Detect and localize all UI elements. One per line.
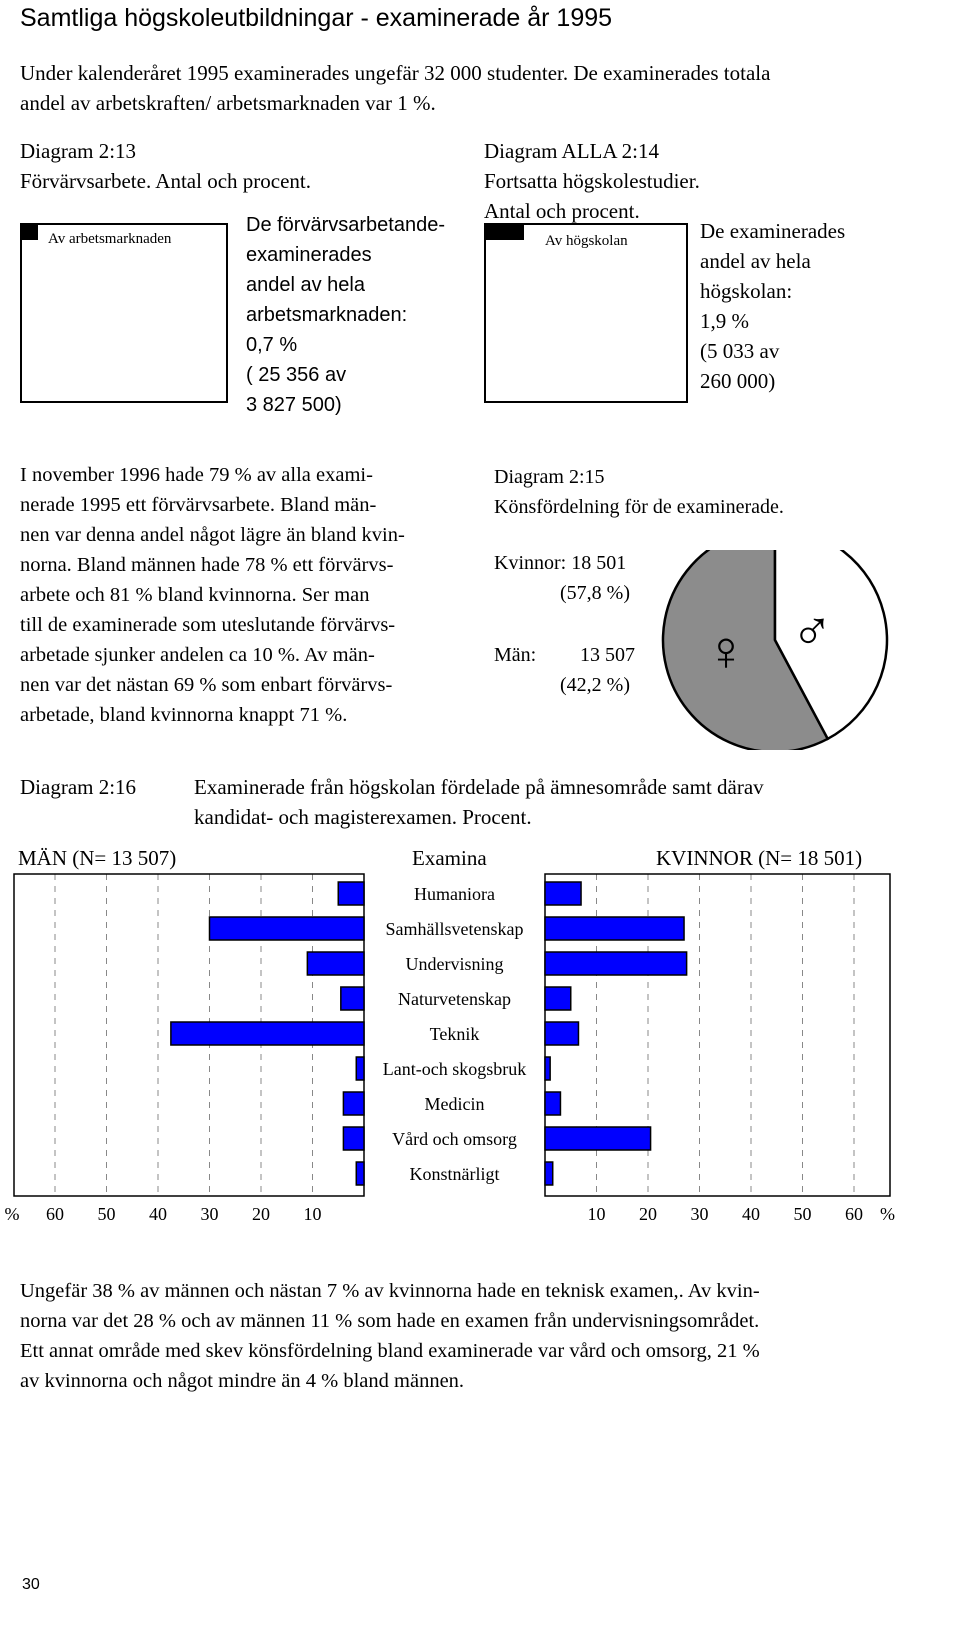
intro-paragraph [20, 58, 950, 118]
side-text-line: 0,7 % [246, 334, 298, 356]
intro-line: andel av arbetskraften/ arbetsmarknaden var 1 %. [20, 91, 436, 115]
side-text-line: (5 033 av [700, 339, 780, 363]
side-text-line: ( 25 356 av [246, 364, 347, 386]
side-text-line: De examinerades [700, 219, 846, 243]
side-text-line: arbetsmarknaden: [246, 304, 408, 326]
summary-paragraph [20, 1276, 950, 1396]
x-tick-label: % [4, 1204, 20, 1224]
diagram-2-16-heading: Diagram 2:16 [20, 775, 137, 799]
x-tick-label: 40 [742, 1204, 760, 1224]
men-bar [356, 1162, 364, 1185]
diagram-2-13-legend-swatch [20, 223, 38, 240]
paragraph-line: arbetade sjunker andelen ca 10 %. Av män- [20, 644, 375, 666]
diagram-2-13-heading: Diagram 2:13 [20, 139, 137, 163]
category-label: Konstnärligt [409, 1164, 500, 1184]
men-bar [338, 882, 364, 905]
category-label: Vård och omsorg [392, 1129, 517, 1149]
men-bar [171, 1022, 364, 1045]
diagram-2-13-subheading: Förvärvsarbete. Antal och procent. [20, 169, 311, 193]
paragraph-line: nerade 1995 ett förvärvsarbete. Bland män- [20, 494, 377, 516]
women-bar [545, 1162, 553, 1185]
examina-header: Examina [412, 846, 487, 870]
women-bar [545, 917, 684, 940]
paragraph-line: Ungefär 38 % av männen och nästan 7 % av kvinnorna hade en teknisk examen,. Av kvin- [20, 1280, 760, 1302]
x-tick-label: 30 [690, 1204, 709, 1224]
side-text-line: andel av hela [246, 274, 365, 296]
side-text-line: 3 827 500) [246, 394, 342, 416]
diagram-2-15-heading: Diagram 2:15 [494, 466, 605, 488]
diagram-2-13-side-text [246, 210, 445, 420]
diagram-2-14-subheading: Fortsatta högskolestudier. [484, 169, 700, 193]
diagram-2-16-caption-line2: kandidat- och magisterexamen. Procent. [194, 805, 532, 829]
category-label: Lant-och skogsbruk [382, 1059, 527, 1079]
paragraph-line: nen var denna andel något lägre än bland kvin- [20, 524, 405, 546]
x-tick-label: 60 [845, 1204, 863, 1224]
category-label: Samhällsvetenskap [385, 919, 524, 939]
women-bar [545, 1127, 651, 1150]
subject-butterfly-chart [0, 868, 960, 1238]
diagram-2-14-heading: Diagram ALLA 2:14 [484, 139, 659, 163]
men-bar [307, 952, 364, 975]
women-bar [545, 1057, 550, 1080]
diagram-2-14-legend-label: Av högskolan [545, 233, 628, 249]
women-bar [545, 987, 571, 1010]
side-text-line: 260 000) [700, 369, 776, 393]
category-label: Medicin [424, 1094, 485, 1114]
page-number: 30 [22, 1576, 40, 1593]
category-label: Teknik [429, 1024, 480, 1044]
intro-line: Under kalenderåret 1995 examinerades ungefär 32 000 studenter. De examinerades totala [20, 61, 771, 85]
category-label: Undervisning [405, 954, 504, 974]
men-bar [356, 1057, 364, 1080]
women-bar [545, 1092, 560, 1115]
men-bar [210, 917, 365, 940]
women-percent: (57,8 %) [560, 582, 630, 604]
paragraph-line: till de examinerade som uteslutande förvärvs- [20, 614, 396, 636]
category-label: Humaniora [414, 884, 495, 904]
women-header: KVINNOR (N= 18 501) [656, 846, 863, 870]
x-tick-label: % [879, 1204, 895, 1224]
men-label: Män: [494, 644, 537, 666]
men-bar [341, 987, 364, 1010]
side-text-line: andel av hela [700, 249, 811, 273]
women-label: Kvinnor: 18 501 [494, 552, 627, 574]
paragraph-line: nen var det nästan 69 % som enbart förvärvs- [20, 674, 393, 696]
page-title: Samtliga högskoleutbildningar - examinerade år 1995 [20, 4, 613, 32]
men-bar [343, 1092, 364, 1115]
diagram-2-13-box [20, 223, 228, 403]
x-tick-label: 50 [793, 1204, 812, 1224]
paragraph-line: arbete och 81 % bland kvinnorna. Ser man [20, 584, 370, 606]
gender-pie-chart [660, 550, 890, 750]
side-text-line: 1,9 % [700, 309, 749, 333]
men-bar [343, 1127, 364, 1150]
women-bar [545, 882, 581, 905]
x-tick-label: 20 [252, 1204, 270, 1224]
side-text-line: examinerades [246, 244, 372, 266]
diagram-2-14-legend-swatch [484, 223, 524, 240]
female-symbol-icon: ♀ [705, 621, 747, 683]
diagram-2-14-subheading2: Antal och procent. [484, 199, 640, 223]
paragraph-line: I november 1996 hade 79 % av alla exami- [20, 464, 373, 486]
diagram-2-13-legend-label: Av arbetsmarknaden [48, 231, 172, 247]
men-percent: (42,2 %) [560, 674, 630, 696]
diagram-2-15-subheading: Könsfördelning för de examinerade. [494, 496, 784, 518]
x-tick-label: 40 [149, 1204, 167, 1224]
men-value: 13 507 [580, 644, 635, 666]
x-tick-label: 50 [97, 1204, 116, 1224]
x-tick-label: 30 [200, 1204, 219, 1224]
category-label: Naturvetenskap [398, 989, 511, 1009]
diagram-2-16-caption-line1: Examinerade från högskolan fördelade på ämnesområde samt därav [194, 775, 764, 799]
paragraph-line: av kvinnorna och något mindre än 4 % bland männen. [20, 1370, 465, 1392]
paragraph-line: norna var det 28 % och av männen 11 % som hade en examen från undervisningsområdet. [20, 1310, 760, 1332]
paragraph-line: arbetade, bland kvinnorna knappt 71 %. [20, 704, 348, 726]
women-bar [545, 952, 687, 975]
side-text-line: högskolan: [700, 279, 793, 303]
women-bar [545, 1022, 578, 1045]
diagram-2-14-box [484, 223, 688, 403]
x-tick-label: 60 [46, 1204, 64, 1224]
x-tick-label: 10 [303, 1204, 322, 1224]
men-header: MÄN (N= 13 507) [18, 846, 177, 870]
side-text-line: De förvärvsarbetande- [246, 214, 445, 236]
x-tick-label: 10 [587, 1204, 606, 1224]
employment-paragraph [20, 460, 480, 730]
paragraph-line: Ett annat område med skev könsfördelning bland examinerade var vård och omsorg, 21 % [20, 1340, 760, 1362]
male-symbol-icon: ♂ [791, 601, 833, 663]
diagram-2-14-side-text [700, 216, 845, 396]
paragraph-line: norna. Bland männen hade 78 % ett förvärvs- [20, 554, 394, 576]
x-tick-label: 20 [639, 1204, 657, 1224]
